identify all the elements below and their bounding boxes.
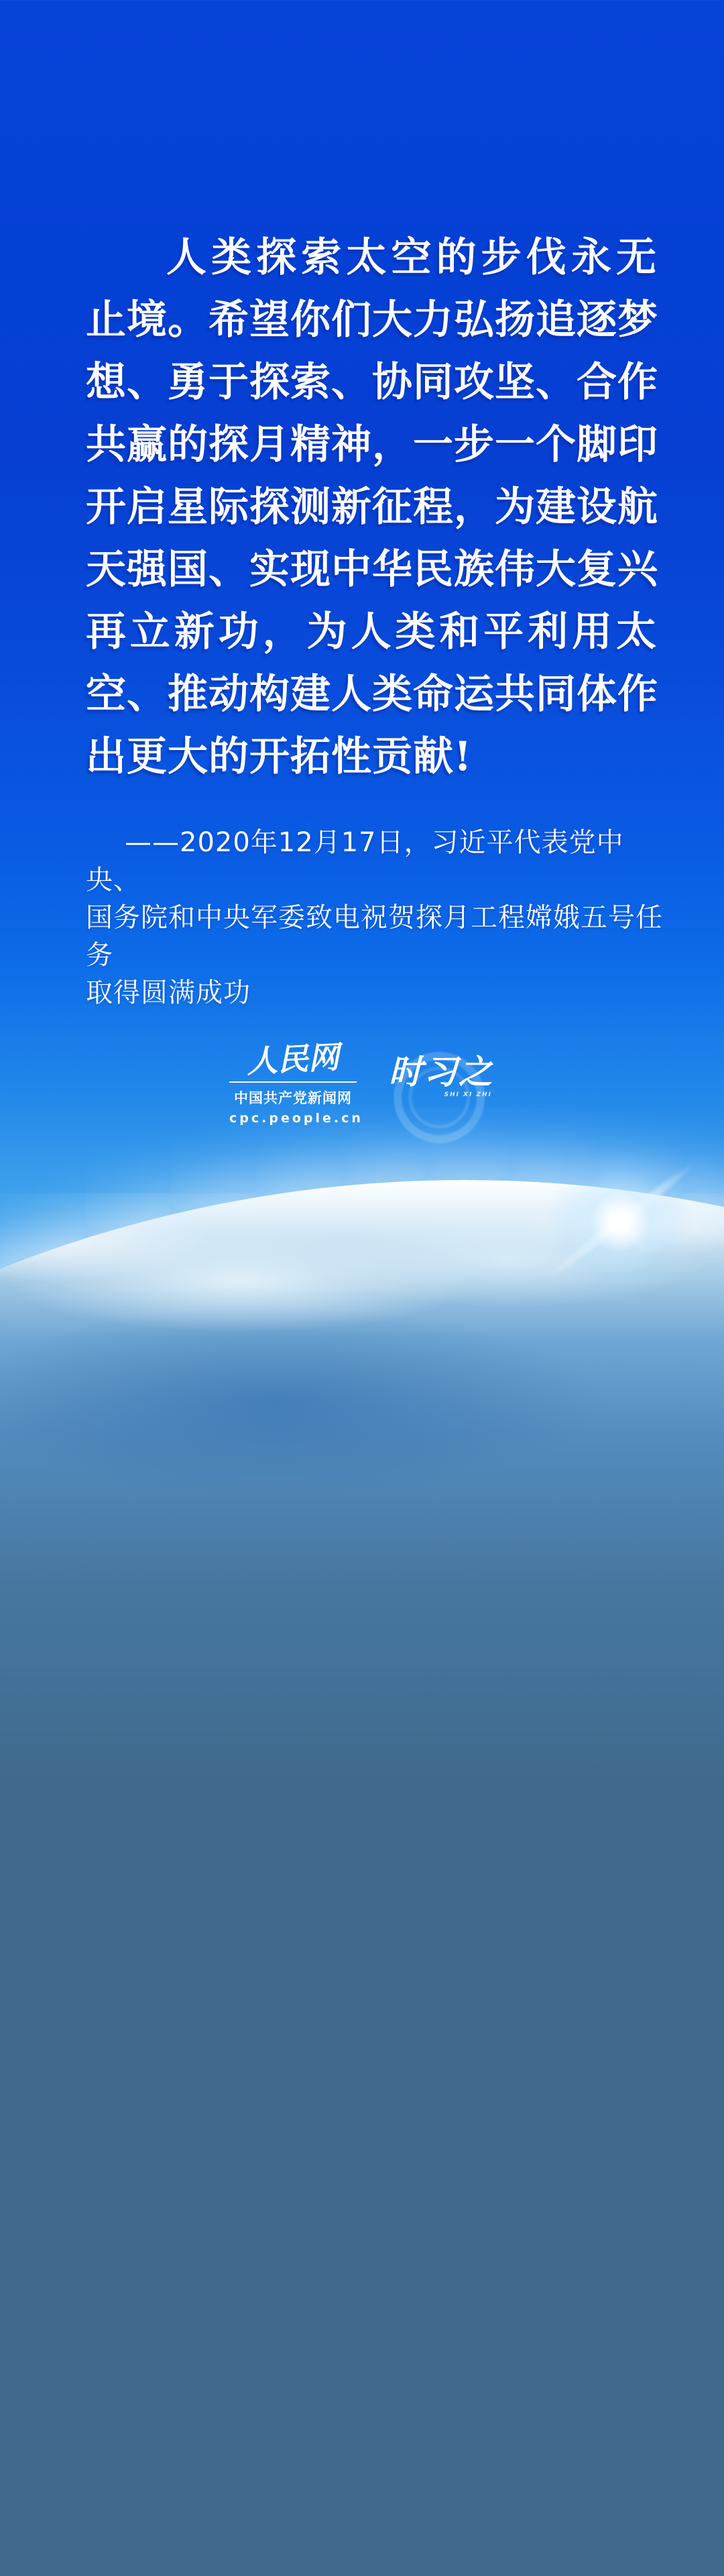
quote-line: 出更大的开拓性贡献! <box>86 733 473 780</box>
attribution-block <box>86 824 669 1012</box>
sun-flare-icon <box>546 1148 694 1296</box>
shixizhi-title: 时习之 <box>389 1053 493 1091</box>
footer-logos <box>0 1038 724 1134</box>
quote-line: 空、推动构建人类命运共同体作 <box>86 671 658 718</box>
quote-line: 天强国、实现中华民族伟大复兴 <box>86 546 658 593</box>
quote-line: 开启星际探测新征程，为建设航 <box>86 484 658 531</box>
peoples-daily-logo <box>229 1038 363 1126</box>
attribution-line: 国务院和中央军委致电祝贺探月工程嫦娥五号任务 <box>86 902 663 971</box>
earth-planet <box>0 1180 724 2576</box>
shixizhi-subtitle: SHI XI ZHI <box>444 1091 492 1098</box>
quote-line: 再立新功，为人类和平利用太 <box>86 608 657 655</box>
cpc-news-url: cpc.people.cn <box>229 1111 363 1126</box>
attribution-line: 取得圆满成功 <box>86 977 251 1008</box>
peoples-daily-script-logo: 人民网 <box>245 1038 341 1080</box>
quote-line: 想、勇于探索、协同攻坚、合作 <box>86 359 658 406</box>
quote-line: 共赢的探月精神，一步一个脚印 <box>86 421 658 468</box>
logo-divider-line <box>229 1081 357 1083</box>
attribution-line: ——2020年12月17日，习近平代表党中央、 <box>86 827 624 896</box>
shixizhi-logo <box>387 1053 495 1134</box>
quote-text-block <box>86 227 657 788</box>
quote-line: 人类探索太空的步伐永无 <box>166 234 657 281</box>
cpc-news-site-name: 中国共产党新闻网 <box>234 1090 352 1106</box>
quote-line: 止境。希望你们大力弘扬追逐梦 <box>86 297 658 343</box>
